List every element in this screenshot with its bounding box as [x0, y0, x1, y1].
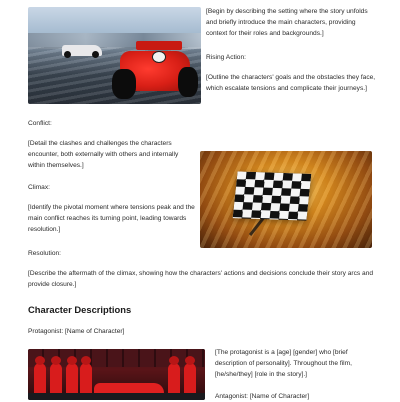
pit-floor [28, 393, 205, 400]
crew-member [66, 363, 78, 397]
checkered-flag-photo [200, 151, 372, 248]
character-descriptions-heading: Character Descriptions [28, 304, 132, 315]
rising-action-label: Rising Action: [206, 54, 246, 61]
intro-paragraph: [Begin by describing the setting where the story unfolds and briefly introduce the main characters, providing context for their roles and backgrounds.] [206, 8, 368, 38]
crew-member [184, 363, 196, 397]
conflict-label: Conflict: [28, 120, 52, 127]
antagonist-label: Antagonist: [Name of Character] [215, 393, 310, 400]
race-cars-photo [28, 7, 201, 104]
front-left-wheel [112, 69, 136, 99]
crew-member [168, 363, 180, 397]
climax-label: Climax: [28, 184, 50, 191]
crew-member [34, 363, 46, 397]
driver-helmet [152, 51, 166, 63]
conflict-text: [Detail the clashes and challenges the characters encounter, both externally with others and internally within themselves.] [28, 140, 179, 170]
resolution-label: Resolution: [28, 250, 61, 257]
protagonist-label: Protagonist: [Name of Character] [28, 328, 125, 335]
climax-text: [Identify the pivotal moment where tensions peak and the main conflict reaches its turning point, leading towards resolution.] [28, 204, 195, 234]
pit-crew-photo [28, 349, 205, 400]
crew-member [80, 363, 92, 397]
resolution-text: [Describe the aftermath of the climax, showing how the characters' actions and decisions conclude their story arcs and provide closure.] [28, 270, 374, 289]
protagonist-text: [The protagonist is a [age] [gender] who [brief description of personality]. Throughout the film, [he/she/they] [role in the story].] [215, 349, 352, 379]
checkered-flag [233, 171, 312, 220]
rising-action-text: [Outline the characters' goals and the obstacles they face, which escalate tensions and complicate their journeys.] [206, 74, 376, 93]
white-race-car [62, 45, 102, 56]
front-right-wheel [178, 67, 198, 97]
red-car-wing [136, 41, 182, 50]
crew-member [50, 363, 62, 397]
